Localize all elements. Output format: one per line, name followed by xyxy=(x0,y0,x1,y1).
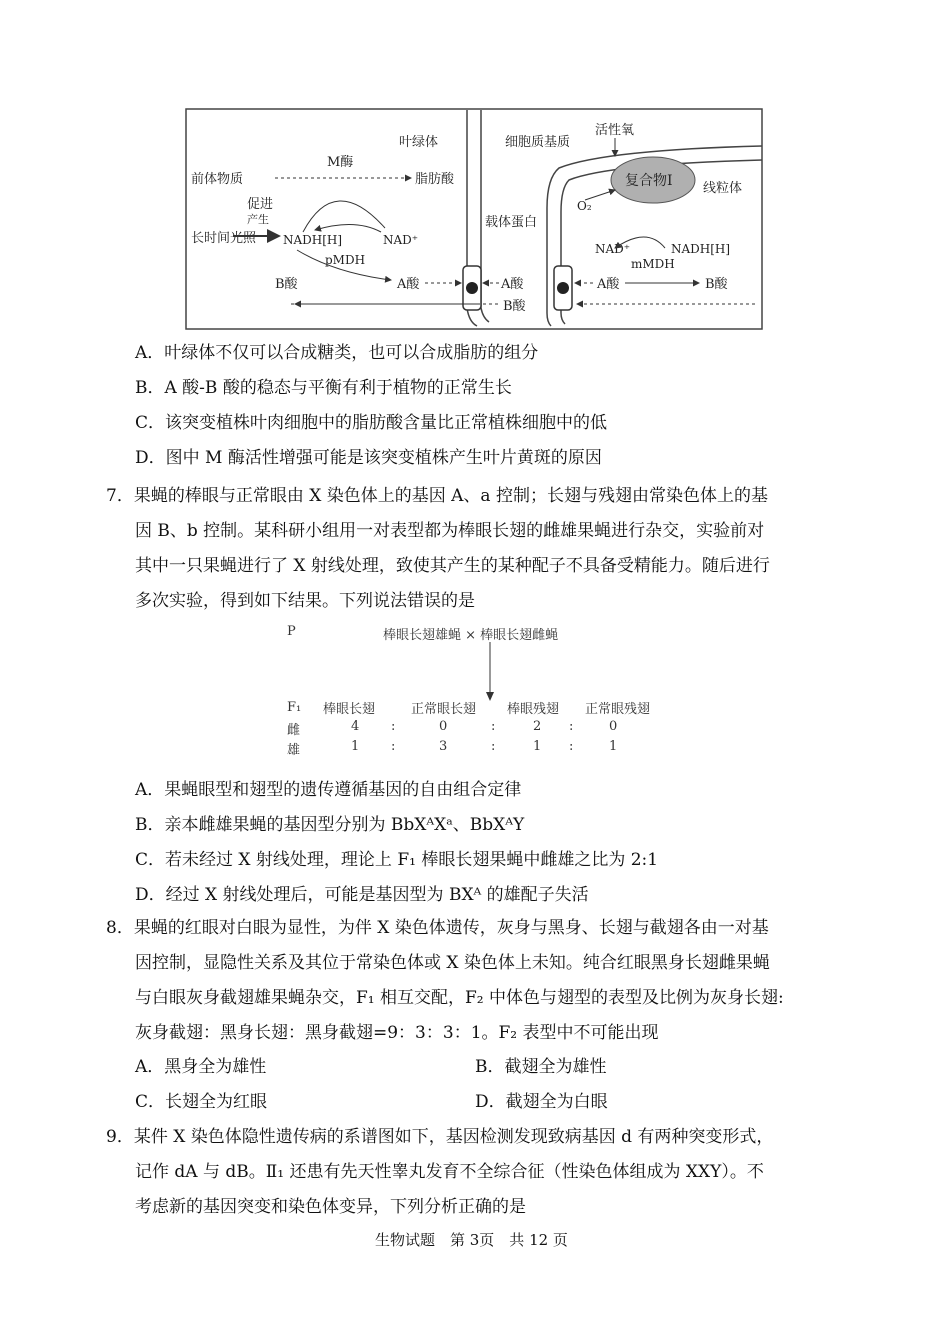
q7-option-c: C．若未经过 X 射线处理，理论上 F₁ 棒眼长翅果蝇中雌雄之比为 2:1 xyxy=(135,850,659,870)
header-3: 正常眼残翅 xyxy=(585,702,651,717)
q6-option-d: D．图中 M 酶活性增强可能是该突变植株产生叶片黄斑的原因 xyxy=(135,448,602,468)
label-promote: 促进 xyxy=(247,197,274,212)
label-cytoplasm-matrix: 细胞质基质 xyxy=(505,135,571,150)
page-footer: 生物试题 第 3页 共 12 页 xyxy=(375,1231,568,1249)
sep: : xyxy=(569,739,574,754)
q8-line-2: 因控制，显隐性关系及其位于常染色体或 X 染色体上未知。纯合红眼黑身长翅雌果蝇 xyxy=(135,953,770,973)
row-male-v0: 1 xyxy=(351,739,360,754)
cross-table xyxy=(285,622,665,762)
row-male-v1: 3 xyxy=(439,739,448,754)
q8-option-c: C．长翅全为红眼 xyxy=(135,1092,268,1112)
label-nadh-left: NADH[H] xyxy=(283,233,343,247)
cross-parents: 棒眼长翅雄蝇 × 棒眼长翅雌蝇 xyxy=(383,628,559,643)
row-female-v3: 0 xyxy=(609,719,618,734)
row-female-v1: 0 xyxy=(439,719,448,734)
row-male-v3: 1 xyxy=(609,739,618,754)
f1-label: F₁ xyxy=(287,700,302,715)
q8-option-b: B．截翅全为雄性 xyxy=(475,1057,607,1077)
label-nad-left: NAD⁺ xyxy=(383,233,419,247)
q7-line-4: 多次实验，得到如下结果。下列说法错误的是 xyxy=(135,591,475,611)
p-label: P xyxy=(287,624,296,639)
q6-option-b: B．A 酸-B 酸的稳态与平衡有利于植物的正常生长 xyxy=(135,378,512,398)
q6-option-c: C．该突变植株叶肉细胞中的脂肪酸含量比正常植株细胞中的低 xyxy=(135,413,608,433)
label-mmdh: mMDH xyxy=(631,257,675,271)
label-b-acid-right: B酸 xyxy=(705,277,728,292)
label-b-acid-mid: B酸 xyxy=(503,299,526,314)
sep: : xyxy=(491,739,496,754)
header-2: 棒眼残翅 xyxy=(507,702,560,717)
q8-option-a: A．黑身全为雄性 xyxy=(135,1057,267,1077)
header-1: 正常眼长翅 xyxy=(411,702,477,717)
label-o2: O₂ xyxy=(577,199,592,213)
q6-option-a: A．叶绿体不仅可以合成糖类，也可以合成脂肪的组分 xyxy=(135,343,539,363)
row-female-sex: 雌 xyxy=(287,723,301,738)
q7-line-1: 7．果蝇的棒眼与正常眼由 X 染色体上的基因 A、a 控制；长翅与残翅由常染色体上的基 xyxy=(106,486,768,506)
label-produce: 产生 xyxy=(247,213,269,226)
header-0: 棒眼长翅 xyxy=(323,702,376,717)
sep: : xyxy=(391,739,396,754)
metabolism-diagram xyxy=(185,108,763,330)
q8-line-4: 灰身截翅：黑身长翅：黑身截翅=9：3：3：1。F₂ 表型中不可能出现 xyxy=(135,1023,659,1043)
q8-option-d: D．截翅全为白眼 xyxy=(475,1092,608,1112)
label-a-acid-left: A酸 xyxy=(397,277,420,292)
label-pmdh: pMDH xyxy=(325,253,366,267)
label-chloroplast: 叶绿体 xyxy=(399,135,439,150)
label-mitochondria: 线粒体 xyxy=(703,181,743,196)
label-fatty-acid: 脂肪酸 xyxy=(415,172,455,187)
label-nad-right: NAD⁺ xyxy=(595,242,631,256)
sep: : xyxy=(391,719,396,734)
label-carrier-protein: 载体蛋白 xyxy=(485,215,538,230)
row-female-v2: 2 xyxy=(533,719,542,734)
q9-line-2: 记作 dA 与 dB。Ⅱ₁ 还患有先天性睾丸发育不全综合征（性染色体组成为 XXY）。不 xyxy=(135,1162,764,1182)
row-female-v0: 4 xyxy=(351,719,360,734)
row-male-sex: 雄 xyxy=(287,743,301,758)
label-active-oxygen: 活性氧 xyxy=(595,123,635,138)
complex-i-label: 复合物Ⅰ xyxy=(625,173,673,189)
q7-option-a: A．果蝇眼型和翅型的遗传遵循基因的自由组合定律 xyxy=(135,780,522,800)
q7-option-b: B．亲本雌雄果蝇的基因型分别为 BbXᴬXᵃ、BbXᴬY xyxy=(135,815,525,835)
label-nadh-right: NADH[H] xyxy=(671,242,731,256)
q7-line-3: 其中一只果蝇进行了 X 射线处理，致使其产生的某种配子不具备受精能力。随后进行 xyxy=(135,556,770,576)
q7-option-d: D．经过 X 射线处理后，可能是基因型为 BXᴬ 的雄配子失活 xyxy=(135,885,589,905)
row-male-v2: 1 xyxy=(533,739,542,754)
sep: : xyxy=(569,719,574,734)
label-a-acid-mid: A酸 xyxy=(501,277,524,292)
q7-line-2: 因 B、b 控制。某科研小组用一对表型都为棒眼长翅的雌雄果蝇进行杂交，实验前对 xyxy=(135,521,765,541)
q9-line-1: 9．某件 X 染色体隐性遗传病的系谱图如下，基因检测发现致病基因 d 有两种突变形式， xyxy=(106,1127,774,1147)
q8-line-3: 与白眼灰身截翅雄果蝇杂交，F₁ 相互交配，F₂ 中体色与翅型的表型及比例为灰身长翅: xyxy=(135,988,784,1008)
q9-line-3: 考虑新的基因突变和染色体变异，下列分析正确的是 xyxy=(135,1197,526,1217)
label-m-enzyme: M酶 xyxy=(327,155,354,170)
label-a-acid-right: A酸 xyxy=(597,277,620,292)
label-b-acid-left: B酸 xyxy=(275,277,298,292)
sep: : xyxy=(491,719,496,734)
label-precursor: 前体物质 xyxy=(191,172,244,187)
label-long-light: 长时间光照 xyxy=(191,231,257,246)
q8-line-1: 8．果蝇的红眼对白眼为显性，为伴 X 染色体遗传，灰身与黑身、长翅与截翅各由一对基 xyxy=(106,918,769,938)
